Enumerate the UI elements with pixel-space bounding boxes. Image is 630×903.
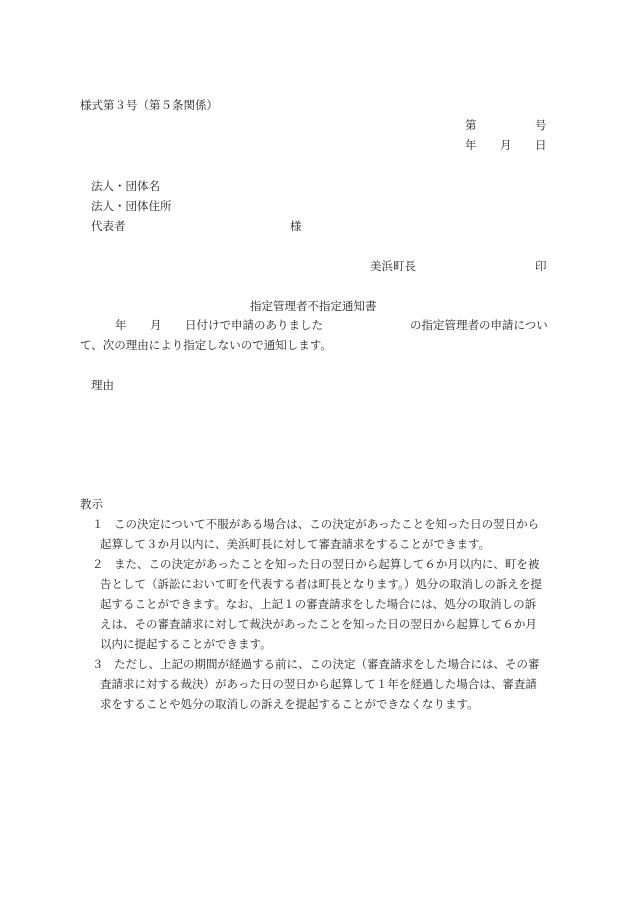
instruction-number: ３: [92, 657, 104, 671]
instructions-heading: 教示: [80, 497, 103, 511]
doc-number-suffix: 号: [535, 118, 547, 132]
seal-mark: 印: [535, 259, 547, 273]
body-year: 年: [115, 318, 127, 332]
instruction-line: この決定について不服がある場合は、この決定があったことを知った日の翌日から: [114, 517, 540, 531]
doc-number-prefix: 第: [465, 118, 477, 132]
issuer-title: 美浜町長: [370, 259, 416, 273]
form-number: 様式第３号（第５条関係）: [80, 98, 218, 112]
honorific: 様: [290, 219, 302, 233]
instruction-line: えは、その審査請求に対して裁決があったことを知った日の翌日から起算して６か月: [100, 617, 537, 631]
representative-label: 代表者: [91, 219, 126, 233]
instruction-line: 以内に提起することができます。: [100, 637, 272, 651]
instruction-line: ただし、上記の期間が経過する前に、この決定（審査請求をした場合には、その審: [114, 657, 540, 671]
corp-address-label: 法人・団体住所: [91, 199, 172, 213]
date-month: 月: [500, 138, 512, 152]
body-month: 月: [150, 318, 162, 332]
instruction-line: また、この決定があったことを知った日の翌日から起算して６か月以内に、町を被: [114, 557, 540, 571]
instruction-line: 査請求に対する裁決）があった日の翌日から起算して１年を経過した場合は、審査請: [100, 677, 537, 691]
notice-title: 指定管理者不指定通知書: [250, 299, 377, 313]
instruction-line: 起することができます。なお、上記１の審査請求をした場合には、処分の取消しの訴: [100, 597, 537, 611]
date-day: 日: [535, 138, 547, 152]
date-year: 年: [465, 138, 477, 152]
instruction-number: １: [92, 517, 104, 531]
instruction-number: ２: [92, 557, 104, 571]
body-line2: て、次の理由により指定しないので通知します。: [80, 338, 332, 352]
instruction-line: 告として（訴訟において町を代表する者は町長となります。）処分の取消しの訴えを提: [100, 577, 542, 591]
corp-name-label: 法人・団体名: [91, 179, 160, 193]
body-line1-a: 日付けで申請のありました: [185, 318, 323, 332]
instruction-line: 求をすることや処分の取消しの訴えを提起することができなくなります。: [100, 697, 479, 711]
body-line1-b: の指定管理者の申請につい: [410, 318, 548, 332]
reason-label: 理由: [91, 378, 114, 392]
instruction-line: 起算して３か月以内に、美浜町長に対して審査請求をすることができます。: [100, 537, 491, 551]
